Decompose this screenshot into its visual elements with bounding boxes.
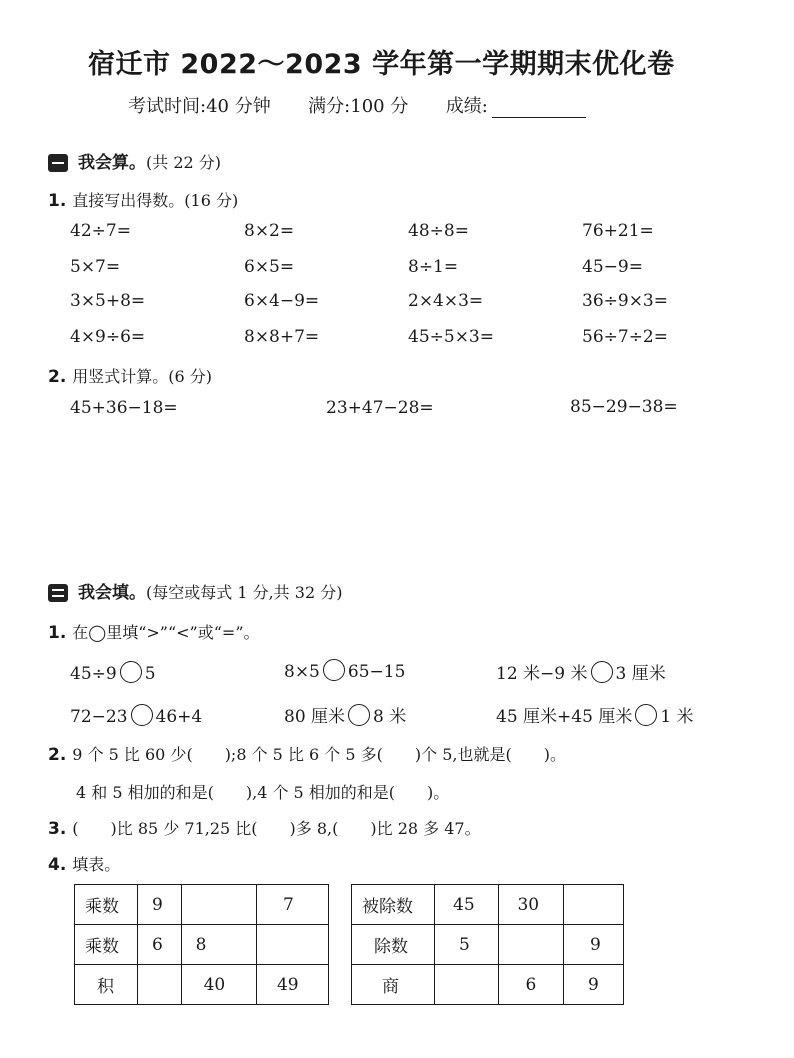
table-cell: 7 — [256, 885, 328, 925]
calc-item[interactable]: 3×5+8= — [70, 291, 146, 311]
compare-item: 12 米−9 米 3 厘米 — [496, 659, 666, 684]
calc-item[interactable]: 76+21= — [582, 221, 654, 241]
s2-q1-prompt: 1. 在◯里填“>”“<”或“=”。 — [48, 623, 260, 643]
compare-circle[interactable] — [635, 704, 657, 726]
table-row — [75, 885, 329, 925]
section1-heading: 我会算。(共 22 分) — [48, 148, 221, 173]
table-cell[interactable] — [256, 925, 328, 965]
calc-item[interactable]: 36÷9×3= — [582, 291, 668, 311]
table-row — [352, 885, 624, 925]
s2-q2-line1: 2. 9 个 5 比 60 少( );8 个 5 比 6 个 5 多( )个 5,也就是( )。 — [48, 745, 566, 765]
table-cell: 乘数 — [75, 885, 138, 925]
compare-item: 80 厘米 8 米 — [284, 702, 406, 727]
compare-circle[interactable] — [131, 704, 153, 726]
calc-item[interactable]: 8×2= — [244, 221, 295, 241]
table-cell: 乘数 — [75, 925, 138, 965]
calc-item[interactable]: 45÷5×3= — [408, 327, 494, 347]
section2-heading: 我会填。(每空或每式 1 分,共 32 分) — [48, 578, 342, 603]
table-cell: 9 — [563, 965, 623, 1005]
exam-info — [128, 92, 586, 118]
table-cell: 6 — [138, 925, 182, 965]
score-label: 成绩: — [445, 96, 488, 117]
s1-q1-prompt: 1. 直接写出得数。(16 分) — [48, 191, 239, 211]
full-score: 满分:100 分 — [308, 96, 409, 117]
s1-q2-prompt: 2. 用竖式计算。(6 分) — [48, 367, 213, 387]
exam-time: 考试时间:40 分钟 — [128, 96, 271, 117]
compare-circle[interactable] — [348, 704, 370, 726]
table-cell[interactable] — [138, 965, 182, 1005]
compare-circle[interactable] — [591, 661, 613, 683]
calc-item[interactable]: 5×7= — [70, 257, 121, 277]
calc-item[interactable]: 8÷1= — [408, 257, 459, 277]
table-cell: 6 — [499, 965, 563, 1005]
compare-item: 72−23 46+4 — [70, 704, 202, 727]
s2-q2-line2: 4 和 5 相加的和是( ),4 个 5 相加的和是( )。 — [76, 783, 450, 802]
section-two-icon — [48, 584, 68, 602]
multiplication-table — [74, 884, 329, 1005]
score-blank[interactable] — [492, 99, 586, 118]
compare-circle[interactable] — [120, 661, 142, 683]
table-cell: 40 — [181, 965, 256, 1005]
table-cell: 积 — [75, 965, 138, 1005]
calc-item[interactable]: 45−9= — [582, 257, 643, 277]
compare-item: 45 厘米+45 厘米 1 米 — [496, 702, 694, 727]
calc-item[interactable]: 48÷8= — [408, 221, 469, 241]
vertical-calc-item[interactable]: 23+47−28= — [326, 398, 434, 418]
calc-item[interactable]: 2×4×3= — [408, 291, 484, 311]
section-one-icon — [48, 154, 68, 172]
compare-item: 8×5 65−15 — [284, 659, 405, 682]
table-cell[interactable] — [499, 925, 563, 965]
vertical-calc-item[interactable]: 85−29−38= — [570, 397, 678, 417]
table-cell[interactable] — [181, 885, 256, 925]
compare-circle[interactable] — [323, 659, 345, 681]
calc-item[interactable]: 56÷7÷2= — [582, 327, 668, 347]
table-cell: 49 — [256, 965, 328, 1005]
calc-item[interactable]: 8×8+7= — [244, 327, 320, 347]
compare-item: 45÷9 5 — [70, 661, 156, 684]
table-cell: 45 — [435, 885, 499, 925]
table-row — [352, 925, 624, 965]
vertical-calc-item[interactable]: 45+36−18= — [70, 398, 178, 418]
s2-q3: 3. ( )比 85 少 71,25 比( )多 8,( )比 28 多 47。 — [48, 819, 481, 839]
table-cell: 除数 — [352, 925, 435, 965]
calc-item[interactable]: 42÷7= — [70, 221, 131, 241]
table-cell: 9 — [138, 885, 182, 925]
table-cell: 5 — [435, 925, 499, 965]
table-cell: 被除数 — [352, 885, 435, 925]
table-row — [75, 925, 329, 965]
page-title: 宿迁市 2022～2023 学年第一学期期末优化卷 — [88, 49, 675, 80]
table-row — [352, 965, 624, 1005]
table-cell: 商 — [352, 965, 435, 1005]
table-cell: 9 — [563, 925, 623, 965]
table-cell: 8 — [181, 925, 256, 965]
table-cell[interactable] — [435, 965, 499, 1005]
calc-item[interactable]: 6×5= — [244, 257, 295, 277]
table-cell: 30 — [499, 885, 563, 925]
table-cell[interactable] — [563, 885, 623, 925]
s2-q4-prompt: 4. 填表。 — [48, 855, 121, 875]
calc-item[interactable]: 6×4−9= — [244, 291, 320, 311]
division-table — [351, 884, 624, 1005]
calc-item[interactable]: 4×9÷6= — [70, 327, 146, 347]
table-row — [75, 965, 329, 1005]
